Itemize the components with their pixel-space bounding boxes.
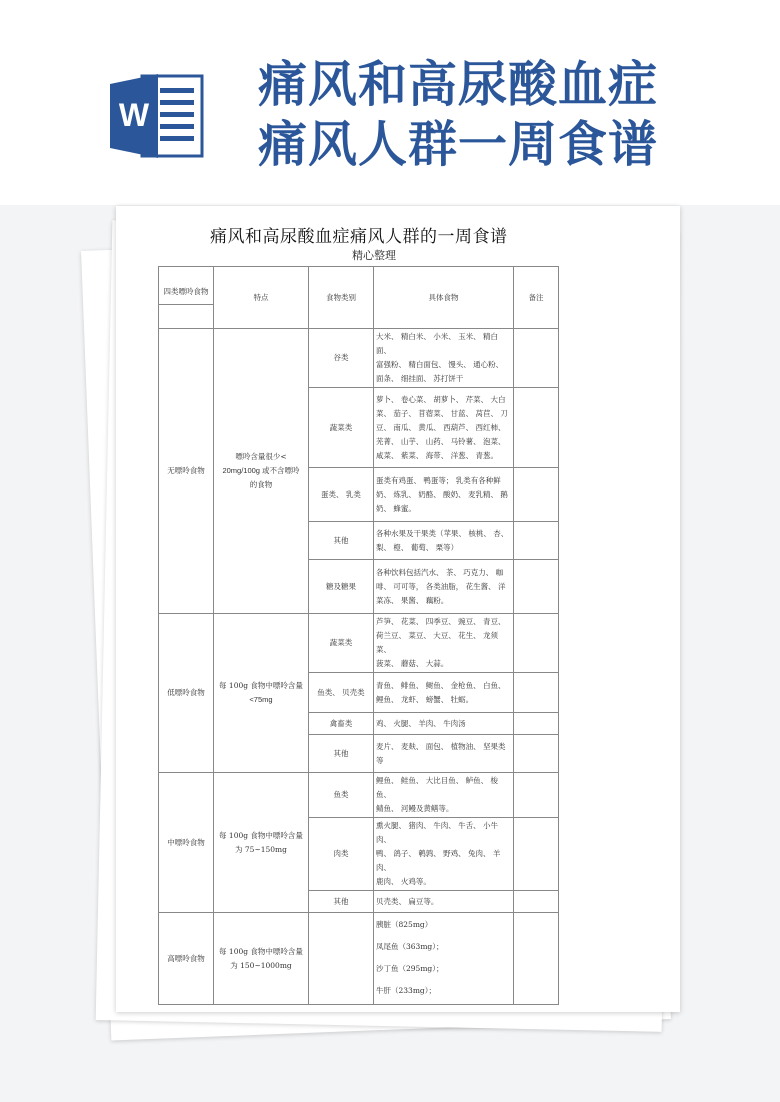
- header-feature: 特点: [214, 267, 309, 329]
- group-feature: 嘌呤含量很少< 20mg/100g 或不含嘌呤 的食物: [214, 329, 309, 614]
- food-category: 谷类: [309, 329, 374, 388]
- table-row: [159, 913, 559, 1005]
- notes-cell: [514, 614, 559, 673]
- notes-cell: [514, 913, 559, 1005]
- food-category: 肉类: [309, 818, 374, 891]
- header-notes: 备注: [514, 267, 559, 329]
- food-category: 蛋类、 乳类: [309, 468, 374, 522]
- notes-cell: [514, 735, 559, 773]
- food-category: 糖及糖果: [309, 560, 374, 614]
- header-category: 四类嘌呤食物: [159, 267, 214, 329]
- notes-cell: [514, 713, 559, 735]
- food-list: 熏火腿、 猪肉、 牛肉、 牛舌、 小牛肉、 鸭、 鸽子、 鹌鹑、 野鸡、 兔肉、 羊肉、 鹿肉、 火鸡等。: [374, 818, 514, 891]
- group-name: 低嘌呤食物: [159, 614, 214, 773]
- food-list: 贝壳类、 扁豆等。: [374, 891, 514, 913]
- notes-cell: [514, 773, 559, 818]
- notes-cell: [514, 891, 559, 913]
- notes-cell: [514, 468, 559, 522]
- food-category: 禽畜类: [309, 713, 374, 735]
- document-subtitle: 精心整理: [352, 249, 396, 262]
- food-category: [309, 913, 374, 1005]
- food-category: 其他: [309, 735, 374, 773]
- table-row: [159, 329, 559, 388]
- group-feature: 每 100g 食物中嘌呤含量 为 150~1000mg: [214, 913, 309, 1005]
- food-list: 鸡、 火腿、 羊肉、 牛肉汤: [374, 713, 514, 735]
- food-list: 各种饮料包括汽水、 茶、 巧克力、 咖 啡、 可可等， 各类油脂， 花生酱、 洋 菜冻、 果酱、 藕粉。: [374, 560, 514, 614]
- notes-cell: [514, 818, 559, 891]
- group-name: 中嘌呤食物: [159, 773, 214, 913]
- food-list: 芦笋、 花菜、 四季豆、 豌豆、 青豆、 荷兰豆、 菜豆、 大豆、 花生、 龙须菜、 菠菜、 蘑菇、 大蒜。: [374, 614, 514, 673]
- food-list: 胰脏（825mg） 凤尾鱼（363mg）； 沙丁鱼（295mg）； 牛肝（233mg）；: [374, 913, 514, 1005]
- banner-title-line-2: 痛风人群一周食谱: [258, 115, 659, 173]
- food-list: 大米、 精白米、 小米、 玉米、 精白面、 富强粉、 精白面包、 馒头、 通心粉、 面条、 细挂面、 苏打饼干: [374, 329, 514, 388]
- food-category: 鱼类: [309, 773, 374, 818]
- banner-title-line-1: 痛风和高尿酸血症: [258, 55, 659, 113]
- word-document-icon: [108, 70, 206, 162]
- food-category: 蔬菜类: [309, 614, 374, 673]
- food-list: 青鱼、 鲱鱼、 鲥鱼、 金枪鱼、 白鱼、 鲤鱼、 龙虾、 螃蟹、 牡蛎。: [374, 673, 514, 713]
- notes-cell: [514, 329, 559, 388]
- document-page: [116, 206, 680, 1012]
- food-list: 鲤鱼、 鲑鱼、 大比目鱼、 鲈鱼、 梭鱼、 鲭鱼、 河鳗及黄鳝等。: [374, 773, 514, 818]
- header-specific-foods: 具体食物: [374, 267, 514, 329]
- table-row: [159, 614, 559, 673]
- banner-title: [258, 54, 768, 174]
- banner: [0, 0, 780, 205]
- food-list: 蛋类有鸡蛋、 鸭蛋等； 乳类有各种鲜 奶、 炼乳、 奶酪、 酸奶、 麦乳精、 鹅 奶、 蜂蜜。: [374, 468, 514, 522]
- group-name: 高嘌呤食物: [159, 913, 214, 1005]
- purine-food-table: [158, 266, 559, 1005]
- header-food-type: 食物类别: [309, 267, 374, 329]
- notes-cell: [514, 560, 559, 614]
- notes-cell: [514, 673, 559, 713]
- food-category: 蔬菜类: [309, 388, 374, 468]
- food-category: 鱼类、 贝壳类: [309, 673, 374, 713]
- group-name: 无嘌呤食物: [159, 329, 214, 614]
- group-feature: 每 100g 食物中嘌呤含量 <75mg: [214, 614, 309, 773]
- table-header-row: [159, 267, 559, 329]
- notes-cell: [514, 522, 559, 560]
- food-list: 麦片、 麦麸、 面包、 植物油、 坚果类 等: [374, 735, 514, 773]
- group-feature: 每 100g 食物中嘌呤含量 为 75~150mg: [214, 773, 309, 913]
- food-list: 萝卜、 卷心菜、 胡萝卜、 芹菜、 大白 菜、 茄子、 苜蓿菜、 甘蓝、 莴苣、 刀 豆、 南瓜、 黄瓜、 西葫芦、 西红柿、 芜菁、 山芋、 山药、 马铃薯、 泡菜、 咸菜、 紫菜、 海带、 洋葱、 青葱。: [374, 388, 514, 468]
- word-icon-letter: W: [118, 97, 150, 133]
- notes-cell: [514, 388, 559, 468]
- document-title: 痛风和高尿酸血症痛风人群的一周食谱: [210, 227, 508, 247]
- food-category: 其他: [309, 522, 374, 560]
- food-list: 各种水果及干果类（苹果、 核桃、 杏、 梨、 橙、 葡萄、 栗等）: [374, 522, 514, 560]
- table-row: [159, 773, 559, 818]
- food-category: 其他: [309, 891, 374, 913]
